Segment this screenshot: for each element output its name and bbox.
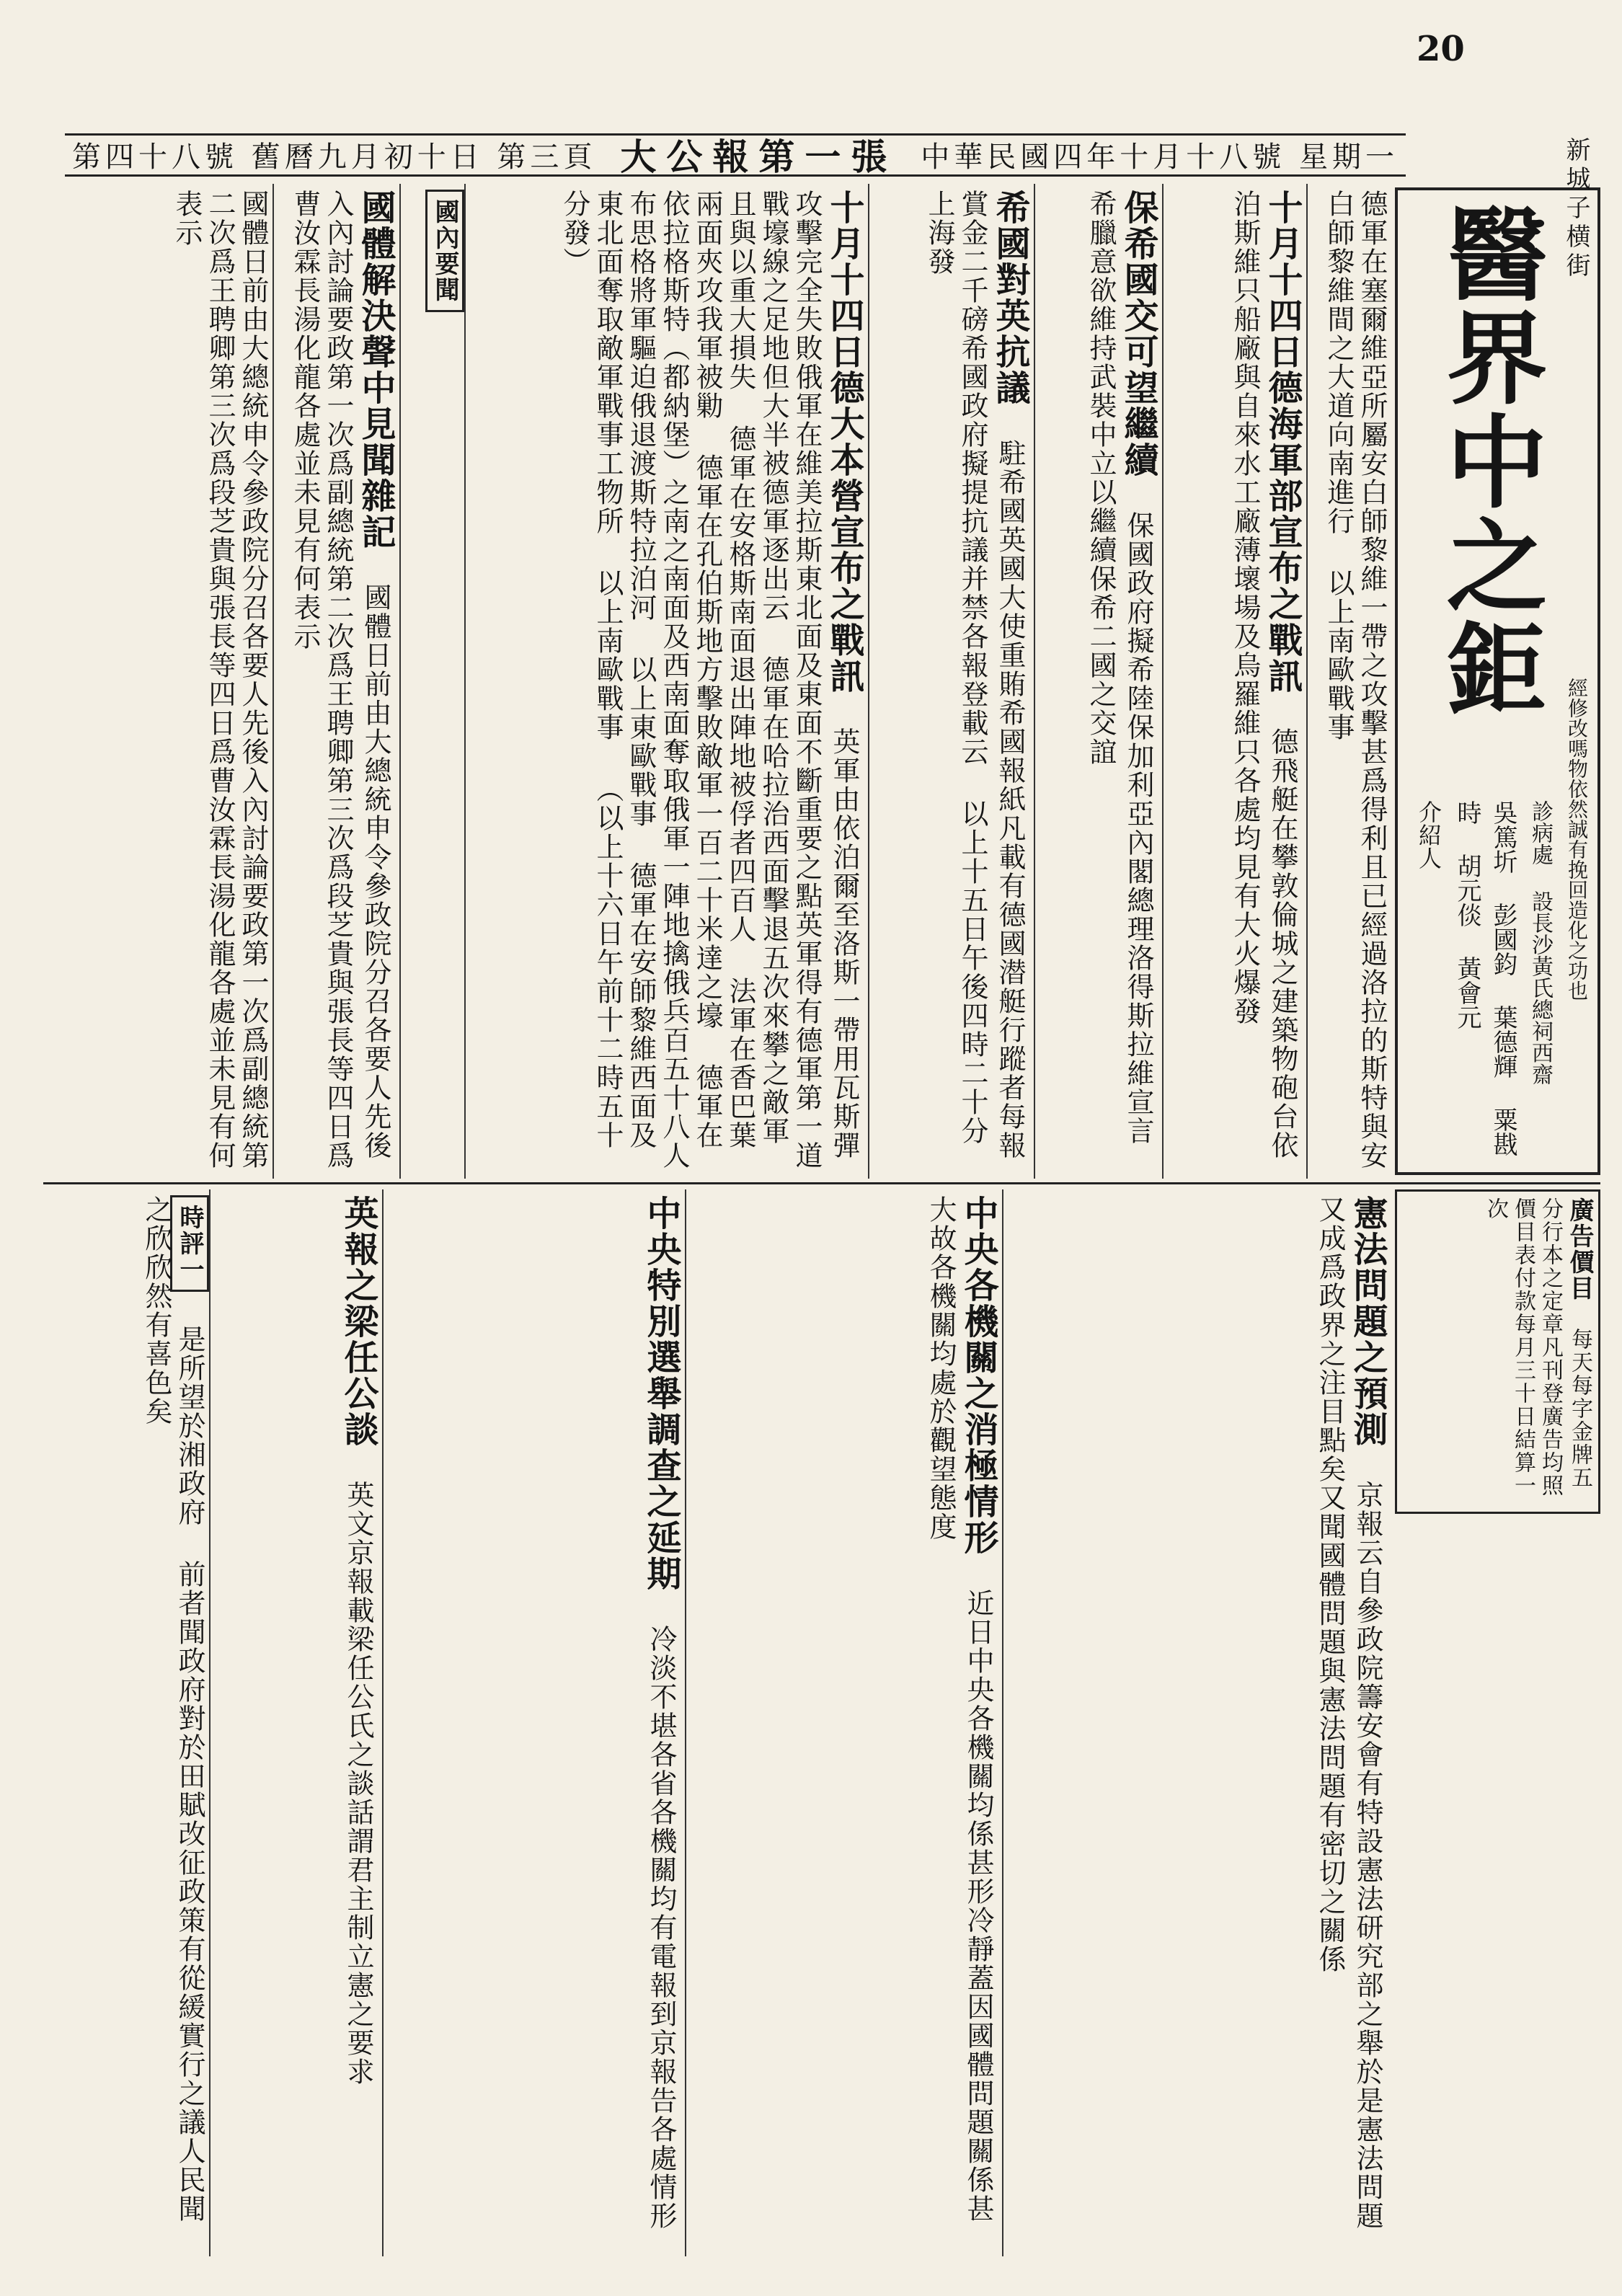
article-text: 冷淡不堪各省各機關均有電報到京報告各處情形 xyxy=(645,1625,677,2230)
article-text: 德飛艇在攀敦倫城之建築物砲台依泊斯維只船廠與自來水工廠薄壞場及烏羅維只各處均見有大火爆發 xyxy=(1229,190,1298,1160)
article-text: 保國政府擬希陸保加利亞內閣總理洛得斯拉維宣言希臘意欲維持武裝中立以繼續保希二國之交誼 xyxy=(1085,190,1154,1145)
ad-intro-names: 吳篤圻 彭國鈞 葉德輝 粟戡時 胡元倓 黃會元 xyxy=(1453,800,1517,1156)
article-heading: 十月十四日德海軍部宣布之戰訊 xyxy=(1262,190,1303,694)
article-tebie xyxy=(382,1189,685,2256)
article-heading: 英報之梁任公談 xyxy=(338,1195,378,1448)
article-text: 德軍在塞爾維亞所屬安白師黎維一帶之攻擊甚爲得利且已經過洛拉的斯特與安白師黎維間之大道向南進行 以上南歐戰事 xyxy=(1323,190,1388,1170)
article-baojia xyxy=(1034,184,1162,1179)
section-heading: 時評一 xyxy=(170,1195,209,1292)
article-liangrengong xyxy=(209,1189,382,2256)
ad-side-text-2: 經修改嗎物依然誠有挽回造化之功也 xyxy=(1565,678,1589,1001)
ad-side-text: 新城子横街 xyxy=(1561,137,1590,281)
ad-clinic: 診病處 設長沙黃氏總祠西齋 xyxy=(1528,800,1553,1085)
page-number: 20 xyxy=(1417,29,1465,69)
article-xianfa xyxy=(1002,1189,1391,2256)
article-heading: 中央特別選舉調查之延期 xyxy=(641,1195,681,1592)
article-text: 國體日前由大總統申令參政院分召各要人先後入內討論要政第一次爲副總統第二次爲王聘卿第三次爲段芝貴與張長等四日爲曹汝霖長湯化龍各處並未見有何表示 xyxy=(171,190,269,1170)
bottom-news-area xyxy=(43,1189,1391,2256)
article-text: 英軍由依泊爾至洛斯一帶用瓦斯彈攻擊完全失敗俄軍在維美拉斯東北面及東面不斷重要之點英軍得有德軍第一道戰壕線之足地但大半被德軍逐出云 德軍在哈拉治西面擊退五次來攀之敵軍且與以重大損失 德軍在安格斯南面退出陣地被俘者四百人 法軍在香巴葉兩面夾攻我軍被勦 德軍在孔伯斯地方擊敗敵軍一百二十米達之壕 德軍在依拉格斯特（都納堡）之南之南面及西南面奪取俄軍一陣地擒俄兵百五十八人 布思格將軍驅迫俄退渡斯特拉泊河 以上東歐戰事 德軍在安師黎維西面及東北面奪取敵軍戰事工物所 以上南歐戰事 （以上十六日午前十二時五十分發） xyxy=(559,190,860,1170)
article-guoti xyxy=(274,184,399,1179)
section-domestic xyxy=(399,184,464,1179)
article-xi-yingkang xyxy=(868,184,1034,1179)
article-text: 近日中央各機關均係甚形冷靜蓋因國體問題關係甚大故各機關均處於觀望態度 xyxy=(925,1195,994,2223)
ad-prices-heading: 廣告價目 xyxy=(1565,1197,1594,1301)
article-heading: 希國對英抗議 xyxy=(990,190,1030,406)
article-oct14-de xyxy=(464,184,868,1179)
article-shiping xyxy=(43,1189,209,2256)
article-heading: 中央各機關之消極情形 xyxy=(958,1195,998,1556)
article-heading: 憲法問題之預測 xyxy=(1347,1195,1388,1448)
ad-title: 醫界中之鉅 xyxy=(1430,202,1548,721)
article-text: 國體日前由大總統申令參政院分召各要人先後入內討論要政第一次爲副總統第二次爲王聘卿第三次爲段芝貴與張長等四日爲曹汝霖長湯化龍各處並未見有何表示 xyxy=(289,190,391,1170)
article-heading: 保希國交可望繼續 xyxy=(1118,190,1158,478)
article-oct14-sea xyxy=(1162,184,1306,1179)
article-text: 駐希國英國大使重賄希國報紙凡載有德國潜艇行蹤者每報賞金二千磅希國政府擬提抗議并禁各報登載云 以上十五日午後四時二十分上海發 xyxy=(923,190,1026,1160)
article-text: 是所望於湘政府 前者聞政府對於田賦改征政策有從緩實行之議人民聞之欣欣然有喜色矣 xyxy=(141,1195,205,2223)
ad-prices xyxy=(1395,1189,1600,1514)
article-heading: 十月十四日德大本營宣布之戰訊 xyxy=(824,190,864,694)
article-text: 英文京報載梁任公氏之談話謂君主制立憲之要求 xyxy=(342,1481,374,2086)
masthead-date: 中華民國四年十月十八號 星期一 xyxy=(921,141,1399,174)
article-guoti-continued xyxy=(43,184,274,1179)
ad-intro-label: 介紹人 xyxy=(1415,800,1442,869)
top-news-area xyxy=(274,184,1391,1179)
article-heading: 國體解決聲中見聞雜記 xyxy=(355,190,396,550)
article-de-army xyxy=(1306,184,1391,1179)
article-text: 京報云自參政院籌安會有特設憲法研究部之舉於是憲法問題又成爲政界之注目點矣又聞國體問題與憲法問題有密切之關係 xyxy=(1314,1195,1383,2230)
article-zhongyang xyxy=(685,1189,1002,2256)
masthead-left-info: 第四十八號 舊曆九月初十日 第三頁 xyxy=(72,141,597,174)
masthead-title: 大公報第一張 xyxy=(620,136,898,178)
section-divider xyxy=(43,1182,1600,1184)
section-heading: 國內要聞 xyxy=(425,190,464,312)
masthead xyxy=(65,133,1406,177)
ad-prices-text: 每天每字金牌五分行本之定章凡刊登廣告均照價目表付款每月三十日結算一次 xyxy=(1483,1197,1592,1497)
